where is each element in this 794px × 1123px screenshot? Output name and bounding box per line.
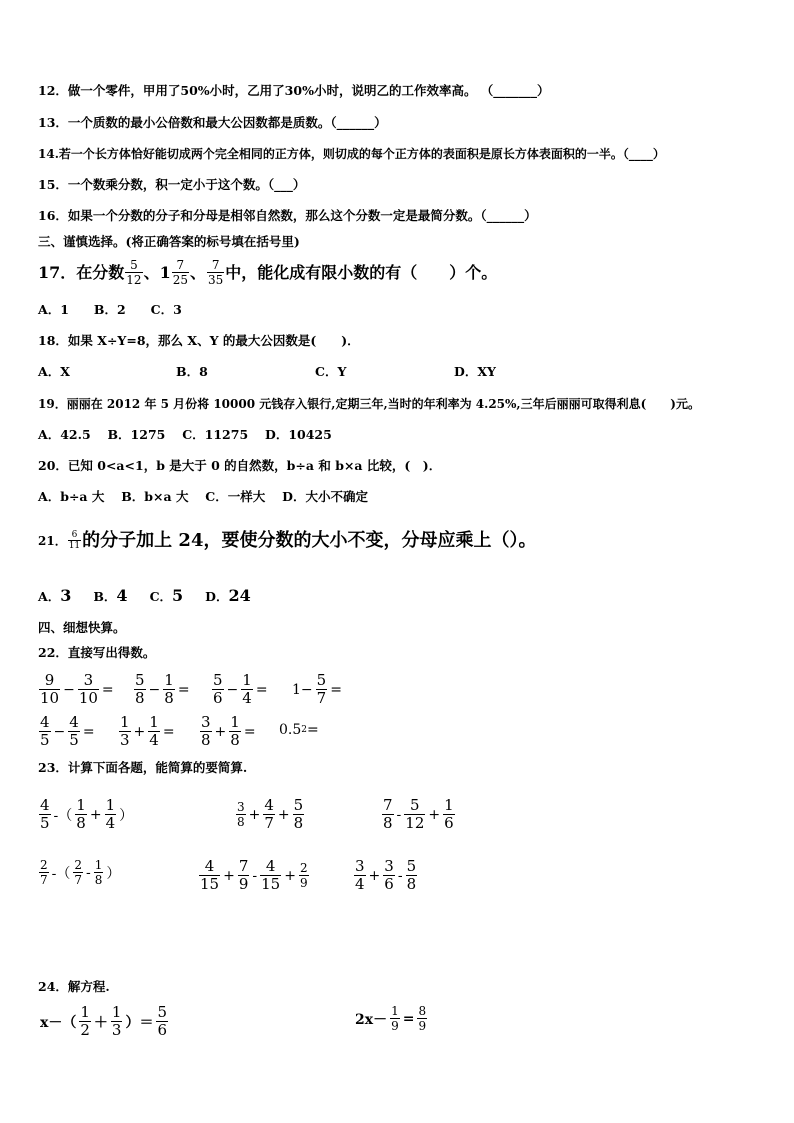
q19-options: A．42.5 B．1275 C．11275 D．10425 bbox=[38, 427, 332, 442]
q18-option-d: D．XY bbox=[454, 364, 496, 379]
q17-options: A．1 B．2 C．3 bbox=[38, 302, 182, 317]
q17-fraction-3: $\frac{7}{35}$ bbox=[208, 258, 224, 287]
q22-title: 22．直接写出得数。 bbox=[38, 645, 156, 660]
q17-prefix: 17．在分数 bbox=[38, 262, 125, 282]
section-4-heading: 四、细想快算。 bbox=[38, 620, 126, 635]
q17-separator-1: 、1 bbox=[143, 262, 171, 282]
section-3-heading: 三、谨慎选择。(将正确答案的标号填在括号里) bbox=[38, 234, 300, 249]
q23-expr-5: $\frac{4}{15}$ + $\frac{7}{9}$ - $\frac{4}{15}$ + $\frac{2}{9}$ bbox=[200, 857, 308, 893]
q23-expr-3: $\frac{7}{8}$ - $\frac{5}{12}$ + $\frac{1}{6}$ bbox=[383, 796, 454, 832]
question-21 bbox=[38, 530, 536, 551]
q17-fraction-1: $\frac{5}{12}$ bbox=[126, 258, 142, 287]
question-19: 19．丽丽在 2012 年 5 月份将 10000 元钱存入银行,定期三年,当时的年利率为 4.25%,三年后丽丽可取得利息( )元。 bbox=[38, 397, 700, 411]
question-16: 16．如果一个分数的分子和分母是相邻自然数，那么这个分数一定是最简分数。（______） bbox=[38, 208, 537, 223]
q24-equation-1: x－（ $\frac{1}{2}$ ＋ $\frac{1}{3}$ ）＝ $\frac{5}{6}$ bbox=[40, 1003, 167, 1039]
q21-d-label: D． bbox=[205, 589, 229, 604]
q22-item-4: 1− $\frac{5}{7}$ = bbox=[292, 671, 342, 707]
q21-number: 21． bbox=[38, 533, 67, 548]
q24-equation-2: 2x－ $\frac{1}{9}$ = $\frac{8}{9}$ bbox=[355, 1004, 427, 1033]
q22-item-2: $\frac{5}{8}$ − $\frac{1}{8}$ = bbox=[135, 671, 190, 707]
q21-options bbox=[38, 588, 251, 605]
q18-option-c: C．Y bbox=[315, 364, 347, 379]
question-12: 12．做一个零件，甲用了50%小时，乙用了30%小时，说明乙的工作效率高。 （_______） bbox=[38, 83, 550, 98]
q18-option-b: B．8 bbox=[176, 364, 208, 379]
q21-c-value: 5 bbox=[172, 586, 184, 605]
q21-b-label: B． bbox=[93, 589, 117, 604]
question-17 bbox=[38, 258, 497, 287]
q21-fraction: $\frac{6}{11}$ bbox=[68, 530, 81, 551]
q17-fraction-2: $\frac{7}{25}$ bbox=[172, 258, 188, 287]
q22-item-1: $\frac{9}{10}$ − $\frac{3}{10}$ = bbox=[40, 671, 114, 707]
question-14: 14.若一个长方体恰好能切成两个完全相同的正方体，则切成的每个正方体的表面积是原长方体表面积的一半。（____） bbox=[38, 147, 665, 161]
q21-a-label: A． bbox=[38, 589, 61, 604]
q17-separator-2: 、 bbox=[189, 262, 206, 282]
q22-item-3: $\frac{5}{6}$ − $\frac{1}{4}$ = bbox=[213, 671, 268, 707]
q23-title: 23．计算下面各题，能简算的要简算. bbox=[38, 760, 248, 775]
q21-c-label: C． bbox=[149, 589, 173, 604]
q23-expr-2: $\frac{3}{8}$ + $\frac{4}{7}$ + $\frac{5}{8}$ bbox=[237, 796, 304, 832]
q21-b-value: 4 bbox=[116, 586, 128, 605]
q23-expr-6: $\frac{3}{4}$ + $\frac{3}{6}$ - $\frac{5}{8}$ bbox=[355, 857, 417, 893]
q22-item-8: 0.5 2 = bbox=[279, 722, 319, 738]
q22-item-5: $\frac{4}{5}$ − $\frac{4}{5}$ = bbox=[40, 713, 95, 749]
question-20: 20．已知 0<a<1，b 是大于 0 的自然数，b÷a 和 b×a 比较，( )． bbox=[38, 458, 442, 473]
q18-option-a: A．X bbox=[38, 364, 70, 379]
question-13: 13．一个质数的最小公倍数和最大公因数都是质数。（______） bbox=[38, 115, 387, 130]
q22-item-7: $\frac{3}{8}$ + $\frac{1}{8}$ = bbox=[201, 713, 256, 749]
q24-title: 24．解方程. bbox=[38, 979, 110, 994]
question-15: 15．一个数乘分数，积一定小于这个数。（___） bbox=[38, 177, 306, 192]
q22-item-6: $\frac{1}{3}$ + $\frac{1}{4}$ = bbox=[120, 713, 175, 749]
q23-expr-4: $\frac{2}{7}$ -（ $\frac{2}{7}$ - $\frac{1}{8}$ ） bbox=[40, 858, 121, 887]
q17-suffix: 中，能化成有限小数的有（ ）个。 bbox=[225, 262, 498, 282]
q23-expr-1: $\frac{4}{5}$ -（ $\frac{1}{8}$ + $\frac{1}{4}$ ） bbox=[40, 796, 134, 832]
q21-a-value: 3 bbox=[60, 586, 72, 605]
q20-options: A．b÷a 大 B．b×a 大 C．一样大 D．大小不确定 bbox=[38, 489, 368, 504]
question-18: 18．如果 X÷Y=8，那么 X、Y 的最大公因数是( )． bbox=[38, 333, 360, 348]
q21-d-value: 24 bbox=[228, 586, 251, 605]
q21-text: 的分子加上 24，要使分数的大小不变，分母应乘上（）。 bbox=[82, 529, 537, 551]
